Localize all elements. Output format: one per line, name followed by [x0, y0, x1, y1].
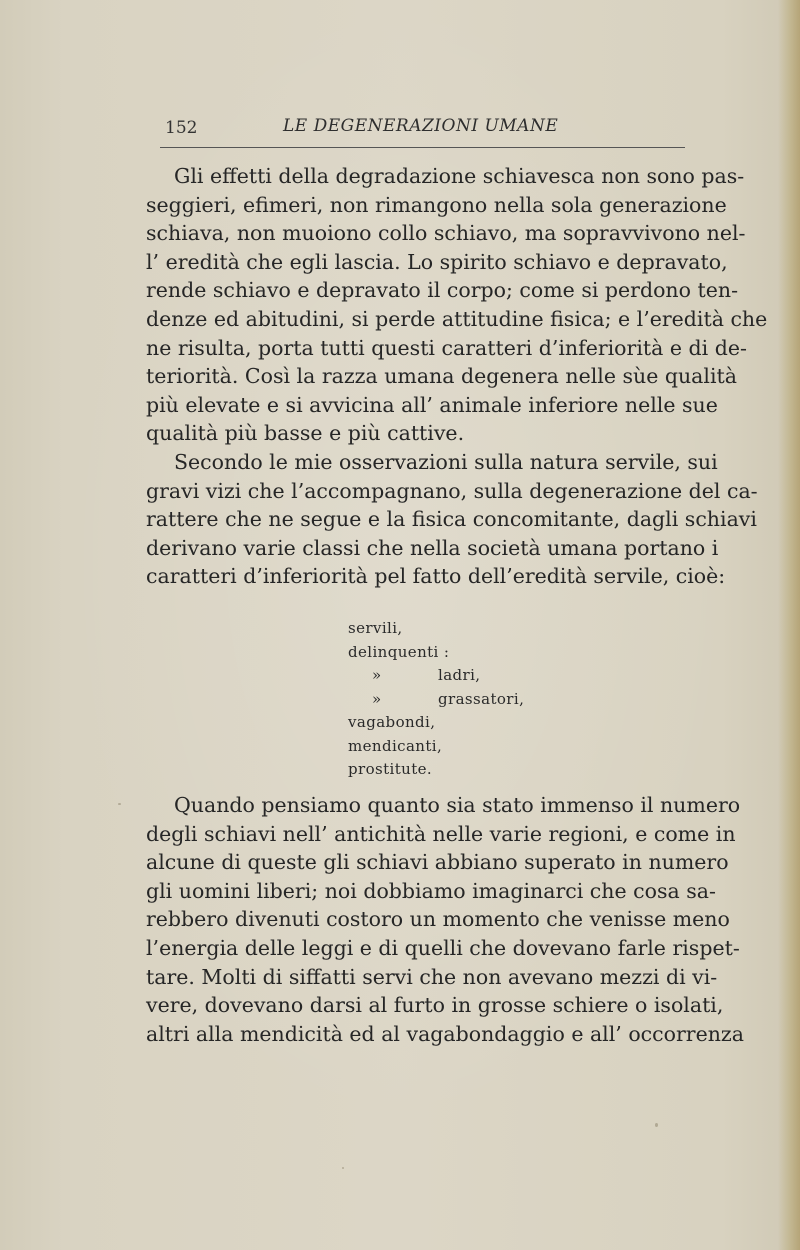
- text-line: l’ eredità che egli lascia. Lo spirito schiavo e depravato,: [146, 249, 728, 274]
- text-line: qualità più basse e più cattive.: [146, 421, 465, 446]
- list-item-text: grassatori,: [438, 689, 525, 708]
- running-title: LE DEGENERAZIONI UMANE: [283, 116, 559, 136]
- text-line: altri alla mendicità ed al vagabondaggio e all’ occorrenza: [146, 1021, 744, 1046]
- text-line: Quando pensiamo quanto sia stato immenso il numero: [174, 793, 741, 817]
- list-subitem: [348, 688, 608, 712]
- running-head: [165, 118, 685, 140]
- text-line: Gli effetti della degradazione schiavesca non sono pas-: [174, 164, 745, 188]
- text-line: ne risulta, porta tutti questi caratteri d’inferiorità e di de-: [146, 335, 747, 360]
- paper-speck: [342, 1167, 344, 1169]
- list-item: [348, 758, 608, 782]
- ditto-mark: »: [372, 666, 382, 684]
- text-line: denze ed abitudini, si perde attitudine fisica; e l’eredità che: [146, 306, 768, 331]
- text-line: gli uomini liberi; noi dobbiamo imaginarci che cosa sa-: [146, 878, 716, 903]
- list-item: [348, 617, 608, 641]
- list-item-text: vagabondi,: [348, 713, 436, 731]
- list-item-text: servili,: [348, 619, 403, 637]
- text-line: rebbero divenuti costoro un momento che venisse meno: [146, 907, 730, 932]
- list-item: [348, 641, 608, 665]
- text-line: teriorità. Così la razza umana degenera nelle sùe qualità: [146, 364, 737, 389]
- text-line: vere, dovevano darsi al furto in grosse schiere o isolati,: [146, 993, 724, 1018]
- text-block-bottom: [146, 791, 744, 1048]
- text-line: gravi vizi che l’accompagnano, sulla degenerazione del ca-: [146, 478, 758, 503]
- text-line: rende schiavo e depravato il corpo; come si perdono ten-: [146, 278, 738, 303]
- paragraph-1: [146, 162, 768, 448]
- header-rule: [160, 147, 685, 148]
- text-line: l’energia delle leggi e di quelli che dovevano farle rispet-: [146, 935, 740, 960]
- text-line: più elevate e si avvicina all’ animale inferiore nelle sue: [146, 392, 718, 417]
- paper-speck: [655, 1123, 658, 1127]
- list-item-text: delinquenti :: [348, 642, 450, 661]
- ditto-mark: »: [372, 689, 382, 708]
- paragraph-3: [146, 791, 744, 1048]
- list-item-text: mendicanti,: [348, 736, 443, 755]
- page-number: 152: [165, 118, 198, 138]
- list-item: [348, 711, 608, 735]
- text-line: rattere che ne segue e la fisica concomitante, dagli schiavi: [146, 507, 757, 532]
- text-line: schiava, non muoiono collo schiavo, ma sopravvivono nel-: [146, 221, 746, 246]
- text-line: Secondo le mie osservazioni sulla natura servile, sui: [174, 449, 718, 474]
- text-line: tare. Molti di siffatti servi che non avevano mezzi di vi-: [146, 964, 718, 989]
- text-line: degli schiavi nell’ antichità nelle varie regioni, e come in: [146, 821, 736, 846]
- text-line: caratteri d’inferiorità pel fatto dell’eredità servile, cioè:: [146, 564, 726, 589]
- paper-speck: [118, 803, 121, 805]
- text-block-top: [146, 162, 768, 591]
- paragraph-2: [146, 448, 758, 591]
- text-line: seggieri, efimeri, non rimangono nella sola generazione: [146, 192, 727, 217]
- classes-list: [348, 617, 608, 782]
- list-item: [348, 735, 608, 759]
- list-subitem: [348, 664, 608, 688]
- page-edge-shadow: [778, 0, 800, 1250]
- text-line: alcune di queste gli schiavi abbiano superato in numero: [146, 850, 729, 875]
- list-item-text: ladri,: [438, 666, 481, 684]
- text-line: derivano varie classi che nella società umana portano i: [146, 535, 719, 560]
- list-item-text: prostitute.: [348, 760, 433, 778]
